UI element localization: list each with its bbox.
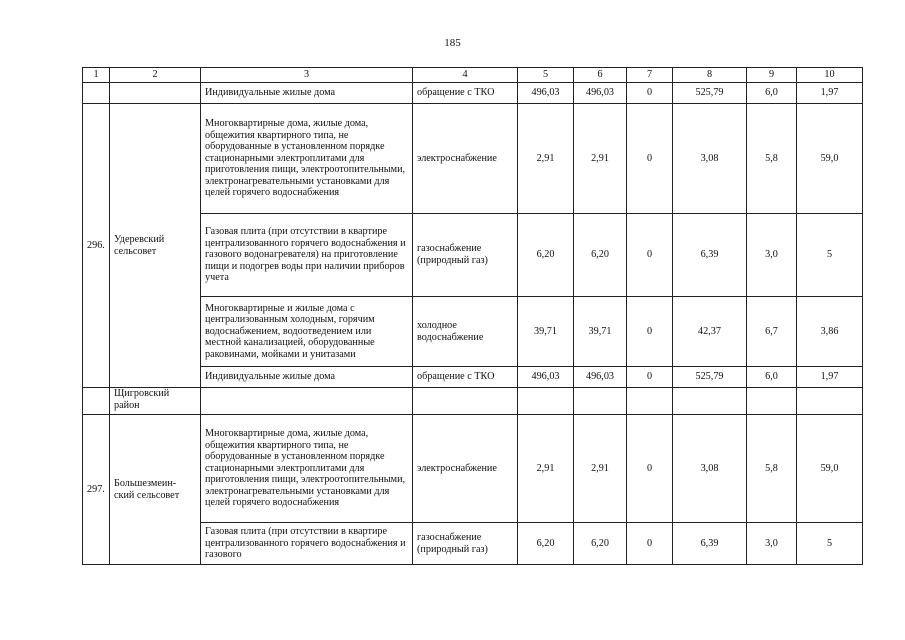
- building-type-cell: Газовая плита (при отсутствии в квартире централизованного горячего водоснабжения и газового: [201, 523, 413, 565]
- building-type-cell: Индивидуальные жилые дома: [201, 83, 413, 104]
- value-cell: 39,71: [574, 297, 627, 367]
- value-cell: 2,91: [518, 104, 574, 214]
- value-cell: 0: [627, 297, 673, 367]
- value-cell: 3,08: [673, 415, 747, 523]
- service-cell: обращение с ТКО: [413, 83, 518, 104]
- value-cell: 2,91: [574, 415, 627, 523]
- building-type-cell: Газовая плита (при отсутствии в квартире централизованного горячего водоснабжения и газового водонагревателя) на приготовление пищи и подогрев воды при наличии приборов учета: [201, 214, 413, 297]
- service-cell: газоснабжение (природный газ): [413, 214, 518, 297]
- value-cell: 3,0: [747, 523, 797, 565]
- value-cell: 525,79: [673, 83, 747, 104]
- row-number-cell: [83, 83, 110, 104]
- value-cell: 5,8: [747, 104, 797, 214]
- value-cell: 2,91: [574, 104, 627, 214]
- row-number-cell: 296.: [83, 104, 110, 388]
- municipality-cell: Удеревский сельсовет: [110, 104, 201, 388]
- value-cell: 5,8: [747, 415, 797, 523]
- value-cell: 3,86: [797, 297, 863, 367]
- municipality-cell: Большезмеин-ский сельсовет: [110, 415, 201, 565]
- value-cell: [747, 388, 797, 415]
- header-cell: 6: [574, 68, 627, 83]
- tariff-table: [82, 67, 863, 565]
- value-cell: 0: [627, 415, 673, 523]
- value-cell: 2,91: [518, 415, 574, 523]
- header-row: [83, 68, 863, 83]
- service-cell: электроснабжение: [413, 104, 518, 214]
- table-row: [83, 388, 863, 415]
- value-cell: 1,97: [797, 83, 863, 104]
- page-number: 185: [444, 37, 461, 49]
- value-cell: 59,0: [797, 104, 863, 214]
- building-type-cell: [201, 388, 413, 415]
- value-cell: 0: [627, 83, 673, 104]
- value-cell: 3,08: [673, 104, 747, 214]
- table-row: [83, 83, 863, 104]
- value-cell: 496,03: [574, 83, 627, 104]
- value-cell: 39,71: [518, 297, 574, 367]
- header-cell: 8: [673, 68, 747, 83]
- value-cell: [518, 388, 574, 415]
- value-cell: [797, 388, 863, 415]
- table-row: [83, 104, 863, 214]
- value-cell: 6,0: [747, 83, 797, 104]
- value-cell: 6,20: [574, 214, 627, 297]
- header-cell: 3: [201, 68, 413, 83]
- value-cell: 525,79: [673, 367, 747, 388]
- value-cell: 6,20: [574, 523, 627, 565]
- row-number-cell: [83, 388, 110, 415]
- value-cell: 1,97: [797, 367, 863, 388]
- district-name-cell: Щигровский район: [110, 388, 201, 415]
- value-cell: 6,0: [747, 367, 797, 388]
- value-cell: 0: [627, 523, 673, 565]
- value-cell: [574, 388, 627, 415]
- value-cell: [627, 388, 673, 415]
- value-cell: 59,0: [797, 415, 863, 523]
- service-cell: электроснабжение: [413, 415, 518, 523]
- service-cell: [413, 388, 518, 415]
- header-cell: 7: [627, 68, 673, 83]
- value-cell: 6,7: [747, 297, 797, 367]
- value-cell: 3,0: [747, 214, 797, 297]
- value-cell: 496,03: [518, 83, 574, 104]
- value-cell: 5: [797, 214, 863, 297]
- header-cell: 1: [83, 68, 110, 83]
- value-cell: 0: [627, 104, 673, 214]
- building-type-cell: Индивидуальные жилые дома: [201, 367, 413, 388]
- building-type-cell: Многоквартирные дома, жилые дома, общежития квартирного типа, не оборудованные в установленном порядке стационарными электроплитами для приготовления пищи, электроотопительными, электронагревательными установками для целей горячего водоснабжения: [201, 104, 413, 214]
- building-type-cell: Многоквартирные и жилые дома с централизованным холодным, горячим водоснабжением, водоотведением или местной канализацией, оборудованные раковинами, мойками и унитазами: [201, 297, 413, 367]
- value-cell: 42,37: [673, 297, 747, 367]
- value-cell: 6,20: [518, 214, 574, 297]
- row-number-cell: 297.: [83, 415, 110, 565]
- table-row: [83, 415, 863, 523]
- service-cell: газоснабжение (природный газ): [413, 523, 518, 565]
- service-cell: обращение с ТКО: [413, 367, 518, 388]
- header-cell: 5: [518, 68, 574, 83]
- value-cell: 0: [627, 214, 673, 297]
- value-cell: [673, 388, 747, 415]
- municipality-cell: [110, 83, 201, 104]
- header-cell: 4: [413, 68, 518, 83]
- value-cell: 6,20: [518, 523, 574, 565]
- header-cell: 9: [747, 68, 797, 83]
- value-cell: 6,39: [673, 523, 747, 565]
- value-cell: 6,39: [673, 214, 747, 297]
- header-cell: 2: [110, 68, 201, 83]
- value-cell: 496,03: [518, 367, 574, 388]
- header-cell: 10: [797, 68, 863, 83]
- service-cell: холодное водоснабжение: [413, 297, 518, 367]
- value-cell: 496,03: [574, 367, 627, 388]
- value-cell: 5: [797, 523, 863, 565]
- value-cell: 0: [627, 367, 673, 388]
- building-type-cell: Многоквартирные дома, жилые дома, общежития квартирного типа, не оборудованные в установленном порядке стационарными электроплитами для приготовления пищи, электроотопительными, электронагревательными установками для целей горячего водоснабжения: [201, 415, 413, 523]
